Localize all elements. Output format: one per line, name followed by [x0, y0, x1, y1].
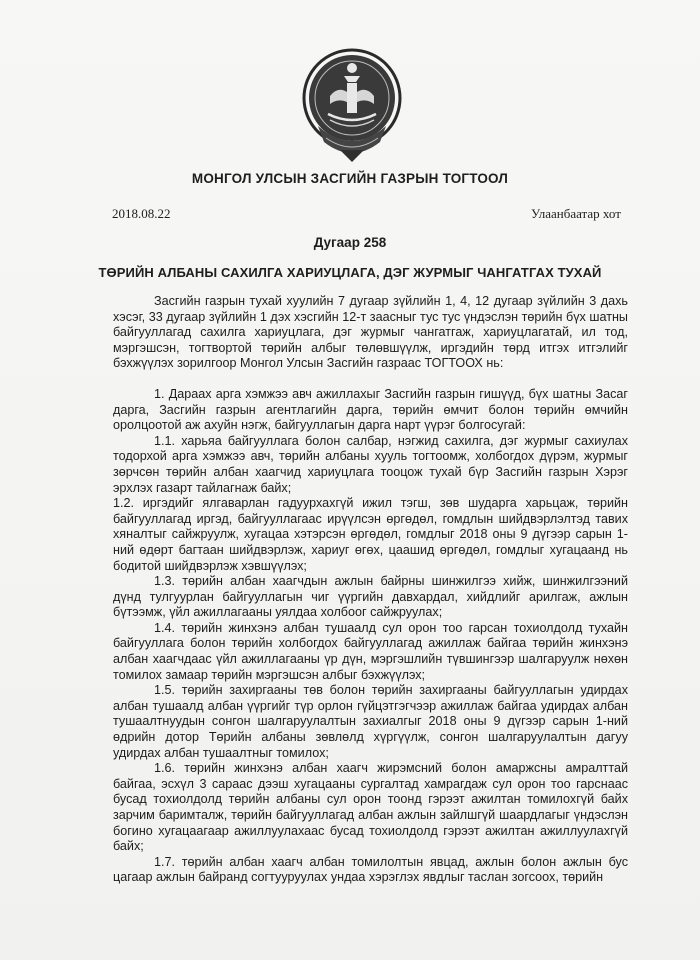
- clause-1-2: 1.2. иргэдийг ялгаварлан гадуурхахгүй ижил тэгш, зөв шударга харьцаж, төрийн байгууллагад иргэд, байгууллагаас ирүүлсэн өргөдөл, гомдлын шийдвэрлэлтэд тавих хяналтыг сайжруулж, хугацаа хэтэрсэн өргөдөл, гомдлыг 2018 оны 9 дүгээр сарын 1-ний өдөрт багтаан шийдвэрлэж, хариуг өгөх, цаашид өргөдөл, гомдлыг хугацаанд нь бодитой шийдвэрлэж хэвшүүлэх;: [113, 496, 628, 573]
- clause-1: 1. Дараах арга хэмжээ авч ажиллахыг Засгийн газрын гишүүд, бүх шатны Засаг дарга, Засгийн газрын агентлагийн дарга, төрийн өмчит болон төрийн өмчийн оролцоотой аж ахуйн нэгж, байгууллагын дарга нарт үүрэг болгосугай:: [113, 386, 628, 433]
- decree-date: 2018.08.22: [112, 206, 171, 221]
- clause-1-3: 1.3. төрийн албан хаагчдын ажлын байрны шинжилгээ хийж, шинжилгээний дүнд тулгуурлан байгууллагын чиг үүргийн давхардал, хийдлийг арилгаж, ажлын бүтээмж, үйл ажиллагааны уялдаа холбоог сайжруулах;: [113, 574, 628, 620]
- clause-1-7: 1.7. төрийн албан хаагч албан томилолтын явцад, ажлын болон ажлын бус цагаар ажлын байранд согтууруулах ундаа хэрэглэх явдлыг таслан зогсоох, төрийн: [113, 854, 628, 885]
- decree-heading: МОНГОЛ УЛСЫН ЗАСГИЙН ГАЗРЫН ТОГТООЛ: [191, 171, 509, 186]
- clause-1-4: 1.4. төрийн жинхэнэ албан тушаалд сул орон тоо гарсан тохиолдолд тухайн байгууллага болон төрийн холбогдох байгууллагад ажиллаж байгаа төрийн жинхэнэ албан хаагчдаас үйл ажиллагааны үр дүн, мэргэшлийн түвшингээр шалгаруулж нөхөн томилох замаар төрийн мэргэшсэн албыг бэхжүүлэх;: [113, 620, 628, 682]
- decree-place: Улаанбаатар хот: [531, 206, 621, 221]
- preamble-paragraph: Засгийн газрын тухай хуулийн 7 дугаар зүйлийн 1, 4, 12 дугаар зүйлийн 3 дахь хэсэг, 33 дугаар зүйлийн 1 дэх хэсгийн 12-т заасныг тус тус үндэслэн төрийн бүх шатны байгууллагад сахилга хариуцлага, дэг журмыг чангатгаж, хариуцлагатай, ил тод, мэргэшсэн, тогтвортой төрийн албыг төлөвшүүлж, иргэдийн төрд итгэх итгэлийг бэхжүүлэх зорилгоор Монгол Улсын Засгийн газраас ТОГТООХ нь:: [113, 294, 628, 371]
- clause-1-5: 1.5. төрийн захиргааны төв болон төрийн захиргааны байгууллагын удирдах албан тушаалд албан үүргийг түр орлон гүйцэтгэгчээр ажиллаж байгаа удирдах албан тушаалтнуудын сонгон шалгаруулалтын захиалгыг 2018 оны 9 дүгээр сарын 1-ний өдрийн дотор Төрийн албаны зөвлөлд хүргүүлж, сонгон шалгаруулалтын дагуу удирдах албан тушаалтныг томилох;: [113, 683, 628, 760]
- decree-title: ТӨРИЙН АЛБАНЫ САХИЛГА ХАРИУЦЛАГА, ДЭГ ЖУРМЫГ ЧАНГАТГАХ ТУХАЙ: [98, 265, 602, 280]
- clause-1-1: 1.1. харьяа байгууллага болон салбар, нэгжид сахилга, дэг журмыг сахиулах тодорхой арга хэмжээ авч, төрийн албаны хууль тогтоомж, холбогдох дүрэм, журмыг зөрчсөн төрийн албан хаагчид хариуцлага тооцож тухай бүр Засгийн газрын Хэрэг эрхлэх газарт тайлагнаж байх;: [113, 433, 628, 495]
- decree-body: [113, 294, 628, 886]
- state-emblem-icon: [300, 46, 404, 168]
- decree-number: Дугаар 258: [313, 235, 387, 250]
- clause-1-6: 1.6. төрийн жинхэнэ албан хаагч жирэмсний болон амаржсны амралттай байгаа, эсхүл 3 сараас дээш хугацааны сургалтад хамрагдаж сул орон тоо гарснаас бусад тохиолдолд төрийн албаны сул орон тоонд гэрээт ажилтан томилохгүй байх зарчим баримталж, төрийн байгууллагад албан ажлын зайлшгүй шаардлагыг үндэслэн богино хугацаагаар ажиллуулахаас бусад тохиолдолд гэрээт ажилтан ажиллуулахгүй байх;: [113, 761, 628, 854]
